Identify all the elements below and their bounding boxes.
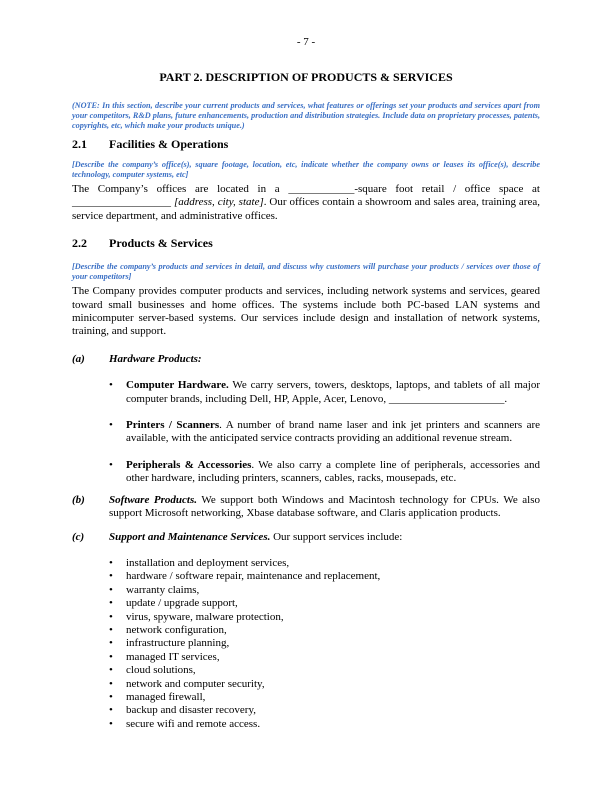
service-text: network configuration, bbox=[126, 623, 227, 636]
service-list-item bbox=[72, 651, 540, 664]
section-number: 2.1 bbox=[72, 137, 87, 151]
bullet-icon: • bbox=[109, 458, 113, 471]
service-list-item bbox=[72, 637, 540, 650]
bullet-head: Printers / Scanners bbox=[126, 419, 220, 432]
page-number: - 7 - bbox=[296, 36, 316, 48]
bullet-icon: • bbox=[109, 379, 113, 392]
service-list-item bbox=[72, 597, 540, 610]
service-text: update / upgrade support, bbox=[126, 597, 238, 610]
bullet-icon: • bbox=[109, 556, 113, 569]
service-list-item bbox=[72, 611, 540, 624]
item-a-heading bbox=[72, 353, 540, 366]
item-title: Support and Maintenance Services. bbox=[109, 530, 271, 543]
bullet-icon: • bbox=[109, 570, 113, 583]
item-b bbox=[72, 494, 540, 521]
bullet-icon: • bbox=[109, 717, 113, 730]
text-part: The Company’s offices are located in a ____________-square foot retail / office space at __________________ bbox=[72, 183, 540, 209]
section-title: Products & Services bbox=[109, 236, 213, 251]
service-list-item bbox=[72, 557, 540, 570]
section-2-2-text: The Company provides computer products and services, including network systems and services, geared toward small businesses and home offices. The systems include both PC-based LAN systems and minicomputer server-based systems. Our services include design and installation of network systems, training, and support. bbox=[72, 285, 540, 338]
service-text: network and computer security, bbox=[126, 677, 265, 690]
service-text: managed IT services, bbox=[126, 650, 220, 663]
list-item bbox=[72, 459, 540, 486]
document-page bbox=[72, 36, 540, 731]
bullet-head: Computer Hardware. bbox=[126, 379, 229, 392]
list-item bbox=[72, 419, 540, 446]
section-2-1-note: [Describe the company’s office(s), square footage, location, etc, indicate whether the company owns or leases its office(s), describe technology, computer systems, etc] bbox=[72, 160, 540, 179]
item-label: (a) bbox=[72, 352, 85, 365]
service-list-item bbox=[72, 704, 540, 717]
section-title: Facilities & Operations bbox=[109, 137, 229, 151]
section-2-1-text bbox=[72, 183, 540, 223]
bullet-icon: • bbox=[109, 690, 113, 703]
item-c bbox=[72, 531, 540, 544]
service-text: warranty claims, bbox=[126, 583, 200, 596]
bullet-icon: • bbox=[109, 623, 113, 636]
item-title: Hardware Products: bbox=[109, 352, 202, 365]
service-text: infrastructure planning, bbox=[126, 637, 230, 650]
bullet-icon: • bbox=[109, 704, 113, 717]
item-label: (b) bbox=[72, 493, 85, 506]
address-placeholder: [address, city, state] bbox=[173, 196, 264, 209]
bullet-text: . A number of brand name laser and ink jet printers and scanners are available, with the anticipated service contracts providing an additional revenue stream. bbox=[126, 419, 541, 445]
service-text: hardware / software repair, maintenance and replacement, bbox=[126, 570, 381, 583]
service-text: backup and disaster recovery, bbox=[126, 704, 257, 717]
service-list-item bbox=[72, 584, 540, 597]
section-2-2-heading bbox=[72, 236, 540, 251]
service-text: secure wifi and remote access. bbox=[126, 717, 261, 730]
service-list-item bbox=[72, 691, 540, 704]
bullet-icon: • bbox=[109, 637, 113, 650]
item-label: (c) bbox=[72, 530, 85, 543]
item-text: Our support services include: bbox=[270, 530, 403, 543]
service-text: virus, spyware, malware protection, bbox=[126, 610, 284, 623]
intro-note: (NOTE: In this section, describe your current products and services, what features or offerings set your products and services apart from your competitors, R&D plans, future enhancements, production and distribution strategies. Include data on proprietary processes, patents, copyrights, etc, which make your products unique.) bbox=[72, 101, 540, 130]
service-text: managed firewall, bbox=[126, 690, 206, 703]
service-list-item bbox=[72, 718, 540, 731]
section-number: 2.2 bbox=[72, 236, 87, 251]
bullet-text: . We also carry a complete line of peripherals, accessories and other hardware, including printers, scanners, cables, racks, mousepads, etc. bbox=[126, 458, 541, 485]
hardware-list bbox=[72, 379, 540, 485]
bullet-icon: • bbox=[109, 677, 113, 690]
part-title: PART 2. DESCRIPTION OF PRODUCTS & SERVICES bbox=[159, 70, 453, 84]
service-list-item bbox=[72, 664, 540, 677]
bullet-icon: • bbox=[109, 650, 113, 663]
bullet-icon: • bbox=[109, 419, 113, 432]
service-text: installation and deployment services, bbox=[126, 556, 290, 569]
service-text: cloud solutions, bbox=[126, 664, 196, 677]
bullet-icon: • bbox=[109, 583, 113, 596]
service-list-item bbox=[72, 624, 540, 637]
bullet-icon: • bbox=[109, 610, 113, 623]
service-list-item bbox=[72, 678, 540, 691]
bullet-head: Peripherals & Accessories bbox=[126, 458, 252, 471]
list-item bbox=[72, 379, 540, 406]
item-text: We support both Windows and Macintosh technology for CPUs. We also support Microsoft networking, Xbase database software, and Claris application products. bbox=[109, 493, 540, 520]
services-list bbox=[72, 557, 540, 731]
bullet-icon: • bbox=[109, 664, 113, 677]
bullet-icon: • bbox=[109, 597, 113, 610]
text-part: . Our offices contain a showroom and sales area, training area, service department, and administrative offices. bbox=[72, 196, 540, 222]
section-2-2-note: [Describe the company’s products and services in detail, and discuss why customers will purchase your products / services over those of your competitors] bbox=[72, 262, 540, 282]
service-list-item bbox=[72, 570, 540, 583]
bullet-text: We carry servers, towers, desktops, laptops, and tablets of all major computer brands, including Dell, HP, Apple, Acer, Lenovo, _____________________. bbox=[126, 379, 540, 405]
section-2-1-heading bbox=[72, 137, 540, 152]
item-title: Software Products. bbox=[109, 493, 198, 506]
